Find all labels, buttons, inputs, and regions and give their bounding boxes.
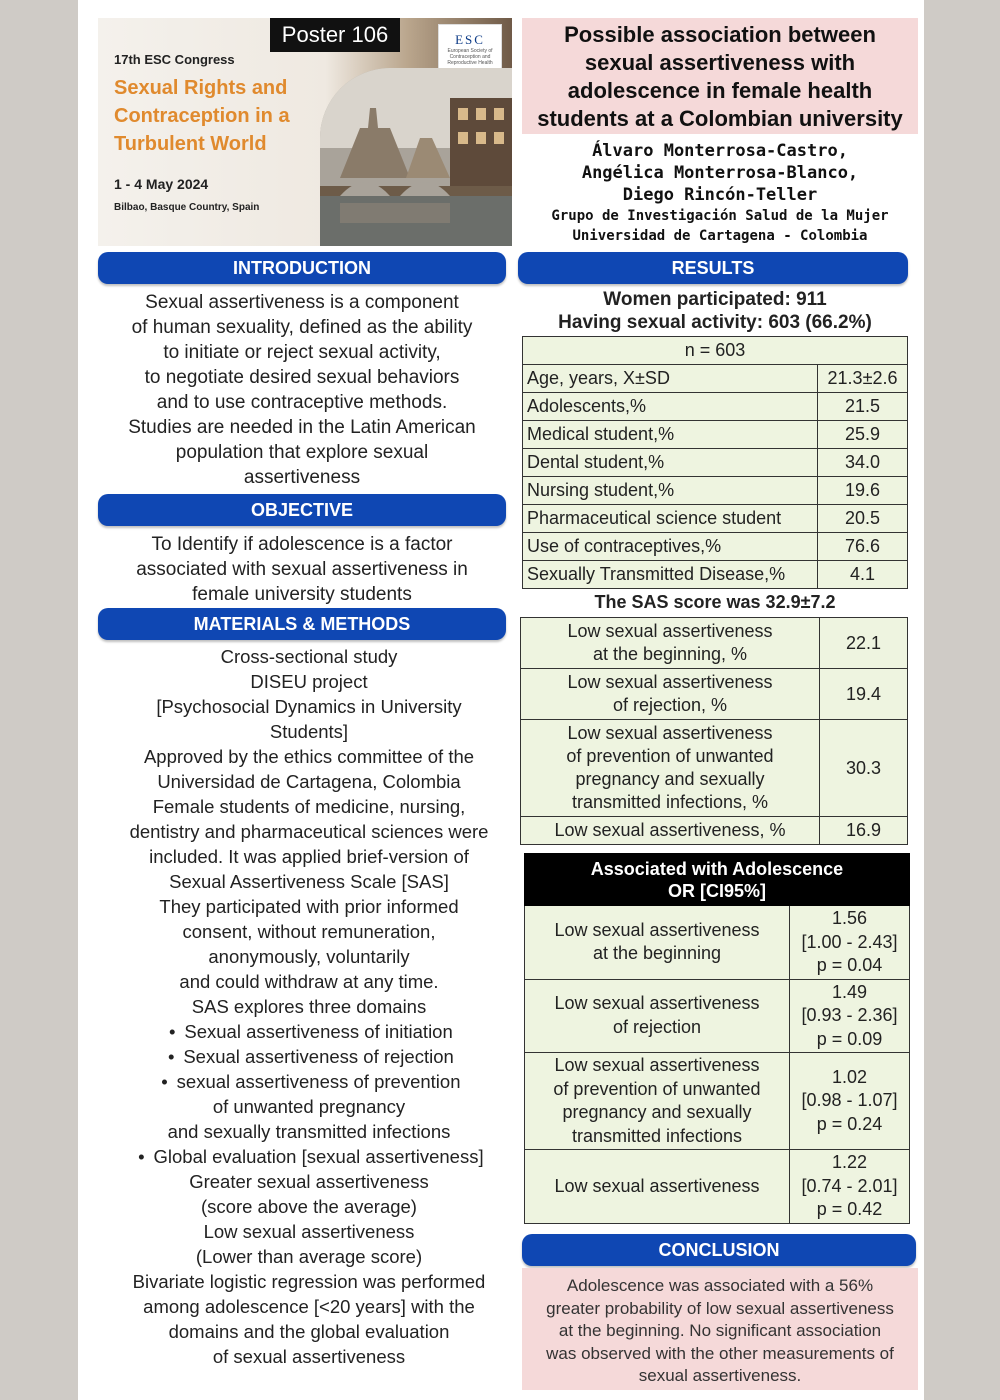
label-line: of rejection, % <box>612 695 728 715</box>
row-value: 30.3 <box>820 720 908 817</box>
text-line: population that explore sexual <box>175 442 429 463</box>
confidence-interval: [0.98 - 1.07] <box>801 1090 898 1111</box>
poster-number: Poster 106 <box>270 18 400 52</box>
odds-ratio-cell <box>790 1150 910 1224</box>
bullet-item <box>102 1019 516 1044</box>
congress-theme <box>114 74 324 158</box>
text-line: Sexual Assertiveness Scale [SAS] <box>169 871 449 892</box>
row-label <box>521 618 820 669</box>
odds-ratio: 1.56 <box>831 908 868 928</box>
esc-logo-text: ESC <box>455 32 485 47</box>
theme-line: Sexual Rights and <box>114 77 288 99</box>
odds-ratio-cell <box>790 906 910 980</box>
text-line: Students] <box>269 721 349 742</box>
table-row <box>523 561 908 589</box>
poster-title <box>522 18 918 134</box>
confidence-interval: [0.93 - 2.36] <box>801 1005 898 1025</box>
text-line: Sexual assertiveness is a component <box>145 292 459 313</box>
author-line: Angélica Monterrosa-Blanco, <box>581 163 859 183</box>
women-participated: Women participated: 911 <box>603 289 827 310</box>
text-line: anonymously, voluntarily <box>208 946 410 967</box>
text-line: included. It was applied brief-version of <box>149 846 469 867</box>
row-value: 19.6 <box>818 477 908 505</box>
results-heading: RESULTS <box>518 252 908 284</box>
objective-heading: OBJECTIVE <box>98 494 506 526</box>
table-row <box>523 421 908 449</box>
text-line: Bivariate logistic regression was performed <box>132 1271 486 1292</box>
bullet-item <box>102 1069 516 1094</box>
row-label <box>525 979 790 1053</box>
table-row <box>525 979 910 1053</box>
p-value: p = 0.04 <box>816 955 883 975</box>
table-row <box>523 533 908 561</box>
row-value: 22.1 <box>820 618 908 669</box>
conclusion-text <box>522 1268 918 1390</box>
demographics-table <box>522 336 908 589</box>
row-label: Adolescents,% <box>523 393 818 421</box>
text-line: DISEU project <box>250 671 368 692</box>
row-label: Medical student,% <box>523 421 818 449</box>
text-line: and sexually transmitted infections <box>167 1121 451 1142</box>
text-line: assertiveness <box>243 467 361 488</box>
p-value: p = 0.09 <box>816 1028 883 1049</box>
text-line: greater probability of low sexual assertiveness <box>546 1298 894 1318</box>
author-line: Diego Rincón-Teller <box>622 185 818 205</box>
table-row <box>523 449 908 477</box>
bullet-text: Sexual assertiveness of initiation <box>184 1021 453 1042</box>
row-value: 16.9 <box>820 817 908 845</box>
row-label <box>525 906 790 980</box>
label-line: of rejection <box>612 1016 702 1037</box>
introduction-text <box>98 290 506 490</box>
bullet-icon: • <box>167 1046 175 1067</box>
poster <box>78 0 924 1400</box>
row-value: 4.1 <box>818 561 908 589</box>
table-row <box>523 365 908 393</box>
theme-line: Contraception in a <box>114 105 290 127</box>
odds-ratio: 1.49 <box>831 981 868 1002</box>
author-line: Álvaro Monterrosa-Castro, <box>592 141 848 161</box>
row-label: Pharmaceutical science student <box>523 505 818 533</box>
text-line: Universidad de Cartagena, Colombia <box>157 771 461 792</box>
table-header: n = 603 <box>523 337 908 365</box>
text-line: They participated with prior informed <box>159 896 459 917</box>
label-line: pregnancy and sexually <box>562 1102 752 1122</box>
label-line: Low sexual assertiveness <box>567 621 773 641</box>
sas-score: The SAS score was 32.9±7.2 <box>594 592 836 612</box>
row-label: Dental student,% <box>523 449 818 477</box>
row-label <box>521 720 820 817</box>
row-label <box>525 1150 790 1224</box>
row-value: 19.4 <box>820 669 908 720</box>
text-line: to initiate or reject sexual activity, <box>163 342 441 363</box>
introduction-heading: INTRODUCTION <box>98 252 506 284</box>
row-value: 76.6 <box>818 533 908 561</box>
text-line: at the beginning. No significant association <box>558 1321 882 1340</box>
table-row <box>525 906 910 980</box>
bilbao-city-photo <box>320 68 512 246</box>
label-line: pregnancy and sexually <box>575 769 765 789</box>
odds-ratio-cell <box>790 1053 910 1150</box>
methods-text <box>102 644 516 1369</box>
text-line: Approved by the ethics committee of the <box>143 746 475 767</box>
text-line: sexual assertiveness. <box>638 1366 802 1385</box>
label-line: Low sexual assertiveness <box>567 723 773 743</box>
label-line: Low sexual assertiveness <box>567 672 773 692</box>
bullet-text: Sexual assertiveness of rejection <box>183 1046 454 1067</box>
text-line: domains and the global evaluation <box>168 1321 450 1342</box>
title-line: sexual assertiveness with <box>584 50 856 75</box>
table-header <box>525 854 910 906</box>
header-line: OR [CI95%] <box>667 880 766 901</box>
authors <box>522 140 918 206</box>
table-row <box>521 618 908 669</box>
text-line: consent, without remuneration, <box>182 921 436 942</box>
table-row <box>521 669 908 720</box>
odds-ratio-cell <box>790 979 910 1053</box>
adolescence-association-table <box>524 853 910 1224</box>
row-label <box>525 1053 790 1150</box>
affiliation-line: Grupo de Investigación Salud de la Mujer <box>551 208 889 224</box>
table-row <box>523 477 908 505</box>
table-row <box>525 1053 910 1150</box>
text-line: of unwanted pregnancy <box>212 1096 406 1117</box>
row-label <box>521 817 820 845</box>
text-line: (Lower than average score) <box>195 1246 423 1267</box>
congress-banner <box>98 18 512 246</box>
affiliation <box>522 206 918 246</box>
label-line: transmitted infections, % <box>571 792 769 812</box>
bullet-icon: • <box>168 1021 176 1042</box>
text-line: Cross-sectional study <box>220 646 398 667</box>
table-row <box>523 393 908 421</box>
congress-place: Bilbao, Basque Country, Spain <box>114 202 260 213</box>
text-line: and to use contraceptive methods. <box>156 392 448 413</box>
confidence-interval: [0.74 - 2.01] <box>801 1175 898 1196</box>
participants-summary <box>522 288 908 334</box>
text-line: of human sexuality, defined as the ability <box>131 317 473 338</box>
theme-line: Turbulent World <box>114 133 267 155</box>
text-line: associated with sexual assertiveness in <box>136 559 468 580</box>
text-line: was observed with the other measurements of <box>546 1343 894 1363</box>
objective-text <box>98 532 506 607</box>
methods-heading: MATERIALS & METHODS <box>98 608 506 640</box>
bullet-item <box>102 1044 516 1069</box>
confidence-interval: [1.00 - 2.43] <box>801 931 898 952</box>
text-line: female university students <box>192 584 412 605</box>
affiliation-line: Universidad de Cartagena - Colombia <box>572 228 868 244</box>
bullet-text: Global evaluation [sexual assertiveness] <box>153 1146 484 1167</box>
bullet-item <box>102 1144 516 1169</box>
label-line: transmitted infections <box>571 1125 743 1146</box>
title-line: students at a Colombian university <box>537 106 903 131</box>
text-line: To Identify if adolescence is a factor <box>151 534 453 555</box>
esc-logo-subtext: European Society of Contraception and Reproductive Health <box>447 48 493 66</box>
p-value: p = 0.42 <box>816 1199 883 1219</box>
sas-domains-table <box>520 617 908 845</box>
text-line: Female students of medicine, nursing, <box>152 796 466 817</box>
label-line: at the beginning <box>592 943 722 964</box>
label-line: Low sexual assertiveness <box>554 993 760 1014</box>
congress-dates: 1 - 4 May 2024 <box>114 176 209 192</box>
text-line: to negotiate desired sexual behaviors <box>144 367 460 388</box>
text-line: SAS explores three domains <box>191 996 427 1017</box>
text-line: (score above the average) <box>201 1196 417 1217</box>
text-line: among adolescence [<20 years] with the <box>143 1296 475 1317</box>
label-line: of prevention of unwanted <box>566 746 774 766</box>
label-line: at the beginning, % <box>592 644 748 664</box>
conclusion-heading: CONCLUSION <box>522 1234 916 1266</box>
table-row <box>525 1150 910 1224</box>
row-value: 21.5 <box>818 393 908 421</box>
table-row <box>521 817 908 845</box>
title-line: Possible association between <box>564 22 876 47</box>
header-line: Associated with Adolescence <box>590 858 844 879</box>
text-line: of sexual assertiveness <box>212 1346 406 1367</box>
p-value: p = 0.24 <box>816 1113 883 1134</box>
row-label <box>521 669 820 720</box>
congress-name: 17th ESC Congress <box>114 52 235 67</box>
sexual-activity: Having sexual activity: 603 (66.2%) <box>558 312 872 333</box>
bullet-icon: • <box>138 1146 145 1167</box>
row-value: 20.5 <box>818 505 908 533</box>
odds-ratio: 1.22 <box>831 1152 868 1172</box>
table-row <box>521 720 908 817</box>
table-row <box>523 505 908 533</box>
row-label: Use of contraceptives,% <box>523 533 818 561</box>
text-line: Studies are needed in the Latin American <box>128 417 476 438</box>
label-line: of prevention of unwanted <box>553 1078 761 1099</box>
text-line: Adolescence was associated with a 56% <box>566 1276 874 1295</box>
text-line: and could withdraw at any time. <box>179 971 439 992</box>
title-line: adolescence in female health <box>567 78 873 103</box>
odds-ratio: 1.02 <box>831 1066 868 1087</box>
table-header-row <box>523 337 908 365</box>
esc-logo <box>438 24 502 74</box>
row-label: Nursing student,% <box>523 477 818 505</box>
label-line: Low sexual assertiveness <box>554 1175 760 1196</box>
text-line: Greater sexual assertiveness <box>189 1171 429 1192</box>
label-line: Low sexual assertiveness, % <box>554 820 786 840</box>
label-line: Low sexual assertiveness <box>554 919 760 940</box>
row-value: 34.0 <box>818 449 908 477</box>
label-line: Low sexual assertiveness <box>554 1055 760 1075</box>
text-line: Low sexual assertiveness <box>203 1221 415 1242</box>
text-line: dentistry and pharmaceutical sciences were <box>129 821 489 842</box>
row-label: Age, years, X±SD <box>523 365 818 393</box>
table-header-row <box>525 854 910 906</box>
row-value: 21.3±2.6 <box>818 365 908 393</box>
row-label: Sexually Transmitted Disease,% <box>523 561 818 589</box>
text-line: [Psychosocial Dynamics in University <box>156 696 462 717</box>
bullet-icon: • <box>161 1071 168 1092</box>
row-value: 25.9 <box>818 421 908 449</box>
bullet-text: sexual assertiveness of prevention <box>176 1071 461 1092</box>
